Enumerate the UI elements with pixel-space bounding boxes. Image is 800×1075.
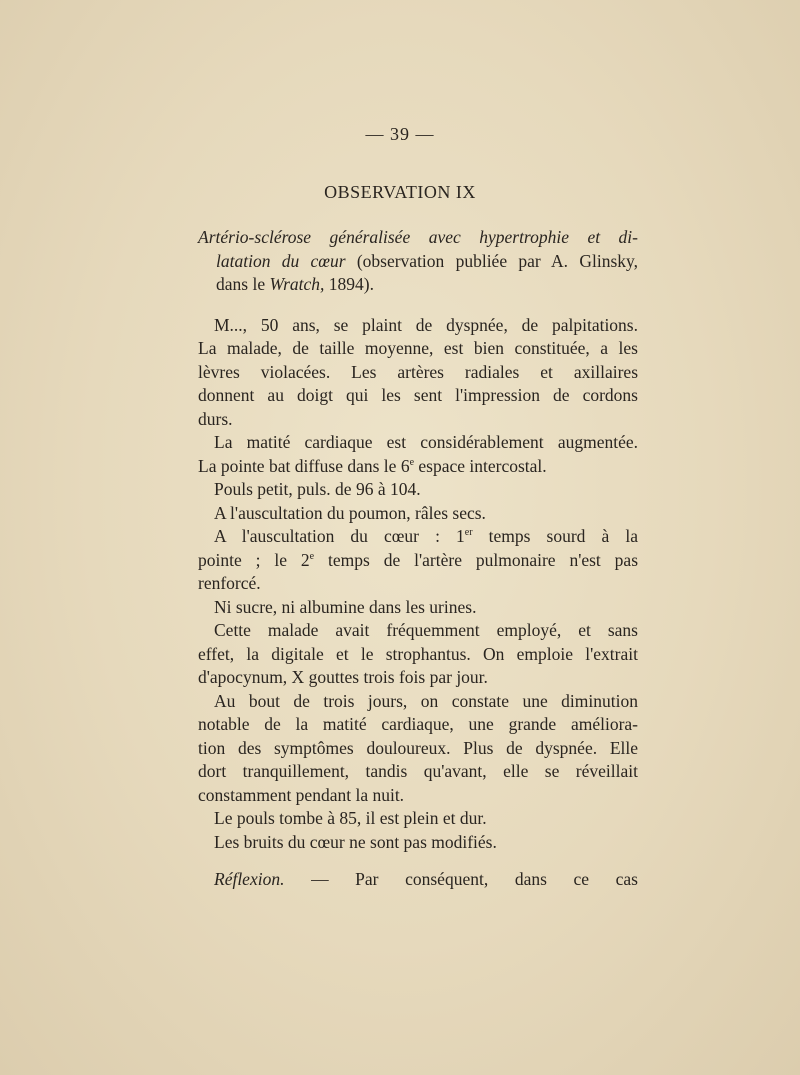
reflexion-label: Réflexion. (214, 869, 285, 889)
paragraph (198, 831, 638, 855)
paragraph (198, 478, 638, 502)
paragraph (198, 619, 638, 690)
text-line: Ni sucre, ni albumine dans les urines. (214, 596, 477, 617)
heading-line-italic: Artério-sclérose généralisée avec hypertrophie et di- (198, 227, 638, 247)
reflexion-paragraph (198, 868, 638, 892)
text-line (198, 868, 638, 892)
text-line: notable de la matité cardiaque, une grande améliora- (198, 714, 638, 734)
paragraph (198, 431, 638, 478)
superscript: e (409, 456, 415, 468)
text-span: La pointe bat diffuse dans le 6 (198, 455, 410, 476)
heading-line (198, 226, 638, 250)
heading-line-italic: latation du cœur (216, 250, 346, 271)
journal-name: Wratch, (269, 274, 325, 294)
text-line (198, 525, 638, 549)
text-line: A l'auscultation du poumon, râles secs. (214, 502, 486, 523)
text-line: Au bout de trois jours, on constate une diminution (214, 690, 638, 711)
paragraph (198, 596, 638, 620)
text-line: La malade, de taille moyenne, est bien constituée, a les (198, 338, 638, 358)
text-span: temps de l'artère pulmonaire n'est pas (314, 549, 639, 570)
text-span: pointe ; le 2 (198, 549, 310, 570)
heading-line (198, 250, 638, 274)
heading-line-text: 1894). (324, 274, 374, 294)
body-text (198, 226, 638, 892)
superscript: e (309, 550, 315, 562)
text-span: temps sourd à la (472, 526, 638, 546)
text-line: donnent au doigt qui les sent l'impression de cordons (198, 385, 638, 405)
observation-heading (198, 226, 638, 297)
text-line: lèvres violacées. Les artères radiales et axillaires (198, 361, 638, 382)
text-line: d'apocynum, X gouttes trois fois par jour. (198, 667, 488, 687)
text-line: renforcé. (198, 573, 261, 593)
text-line: tion des symptômes douloureux. Plus de dyspnée. Elle (198, 737, 638, 758)
page-number: — 39 — (365, 124, 435, 144)
text-line: Cette malade avait fréquemment employé, et sans (214, 620, 638, 640)
paragraph (198, 314, 638, 432)
text-line: M..., 50 ans, se plaint de dyspnée, de palpitations. (214, 314, 638, 335)
heading-line-text: (observation publiée par A. Glinsky, (345, 250, 638, 271)
text-line: La matité cardiaque est considérablement augmentée. (214, 432, 638, 452)
text-line: Les bruits du cœur ne sont pas modifiés. (214, 831, 497, 852)
superscript: er (464, 527, 473, 539)
text-line: Le pouls tombe à 85, il est plein et dur. (214, 808, 487, 828)
text-line: dort tranquillement, tandis qu'avant, elle se réveillait (198, 761, 638, 781)
heading-line-text: dans le (216, 274, 270, 294)
text-span: — Par conséquent, dans ce cas (284, 869, 638, 889)
paragraph (198, 807, 638, 831)
text-span: A l'auscultation du cœur : 1 (214, 526, 465, 546)
text-line (198, 455, 638, 479)
text-line (198, 549, 638, 573)
paragraph (198, 502, 638, 526)
heading-line (198, 273, 638, 297)
text-line: Pouls petit, puls. de 96 à 104. (214, 479, 421, 499)
observation-title: OBSERVATION IX (324, 182, 476, 202)
text-line: constamment pendant la nuit. (198, 784, 405, 805)
paragraph (198, 690, 638, 808)
text-span: espace intercostal. (414, 455, 547, 476)
paragraph (198, 525, 638, 596)
text-line: effet, la digitale et le strophantus. On emploie l'extrait (198, 643, 638, 664)
text-line: durs. (198, 408, 233, 429)
